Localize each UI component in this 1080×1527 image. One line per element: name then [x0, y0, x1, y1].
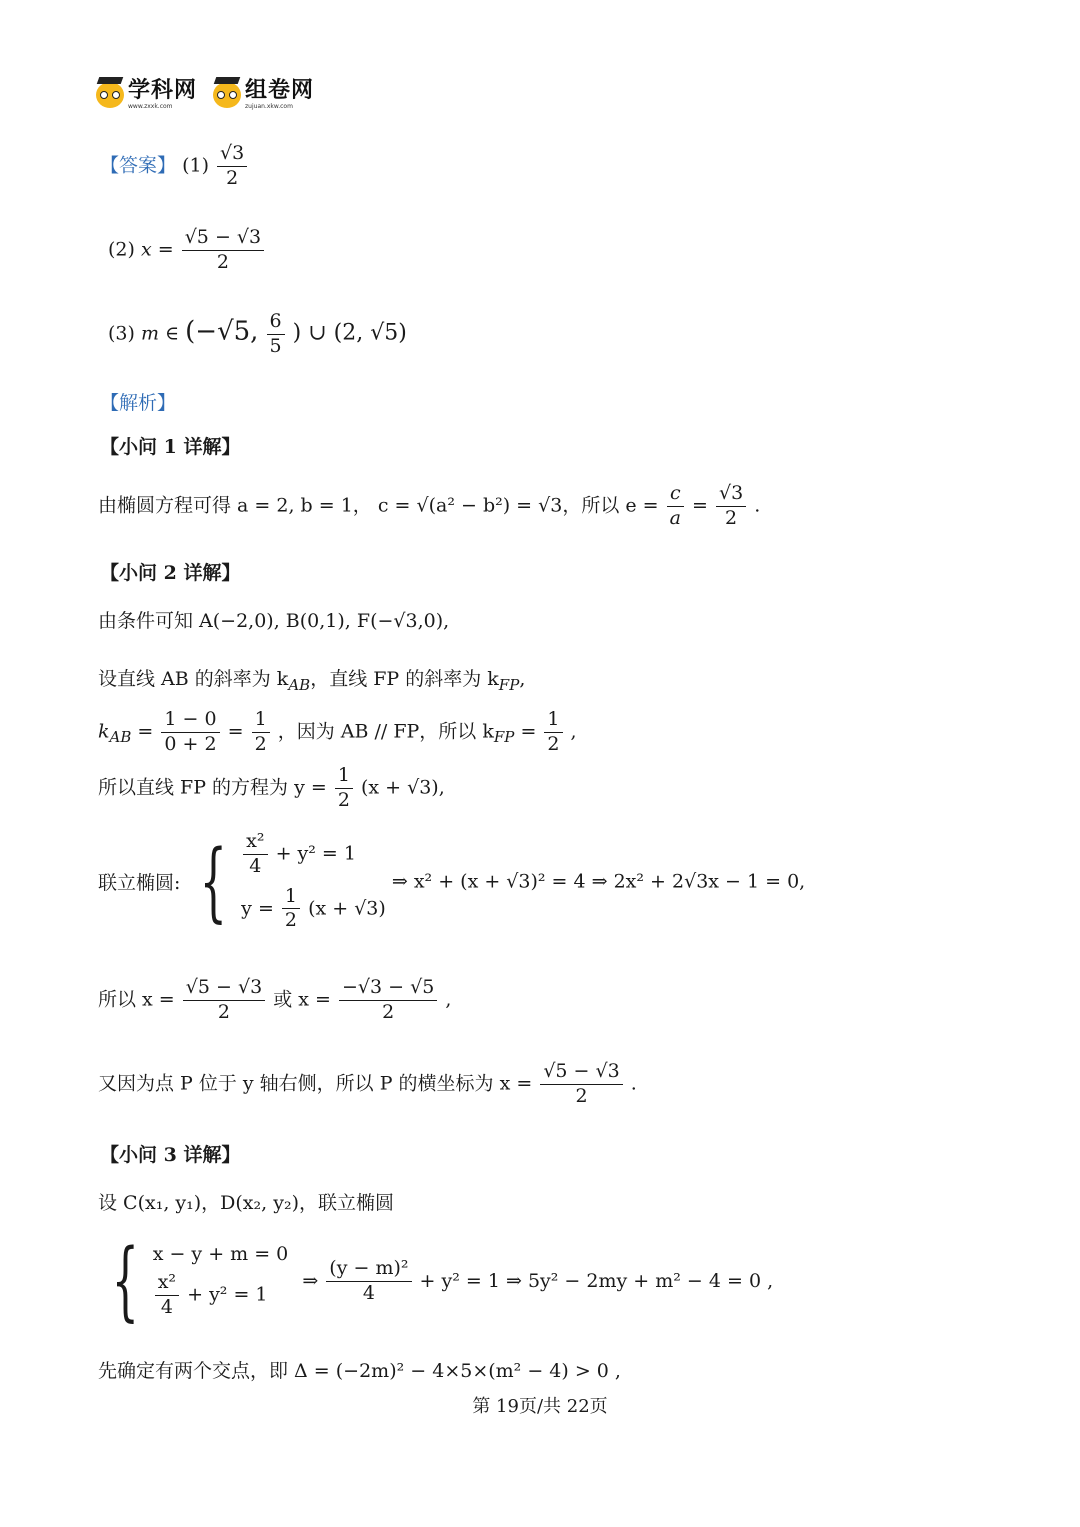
q2-line7: [98, 1060, 637, 1109]
equation-system: [98, 1231, 289, 1331]
logo-zujuan: [213, 80, 314, 110]
text: ,: [445, 988, 452, 1011]
numerator: √5 − √3: [540, 1060, 622, 1085]
system-row: [241, 830, 386, 879]
q3-line1: 设 C(x₁, y₁)，D(x₂, y₂)，联立椭圆: [98, 1192, 394, 1214]
denominator: 5: [269, 334, 282, 357]
denominator: 2: [382, 1000, 395, 1023]
fraction: [161, 708, 219, 757]
text: ,: [519, 668, 526, 690]
text: 所以直线 FP 的方程为 y =: [98, 776, 327, 799]
text: + y² = 1: [187, 1283, 268, 1305]
header-logos: [96, 80, 314, 110]
numerator: √5 − √3: [182, 226, 264, 251]
fraction: [339, 976, 437, 1025]
fraction: [326, 1257, 411, 1306]
equation-system: [186, 830, 385, 933]
text: ⇒ x² + (x + √3)² = 4 ⇒ 2x² + 2√3x − 1 = 0,: [391, 870, 806, 893]
q3-heading: 【小问 3 详解】: [100, 1144, 241, 1166]
fraction: [155, 1271, 179, 1320]
equals: =: [692, 494, 708, 517]
numerator: √3: [217, 142, 247, 167]
fraction: [282, 885, 300, 934]
text: 由椭圆方程可得 a = 2, b = 1，: [98, 494, 372, 517]
numerator: x²: [155, 1271, 179, 1296]
denominator: 2: [547, 732, 560, 755]
fraction: [243, 830, 267, 879]
lhs: m ∈: [140, 322, 180, 345]
numerator: 1: [335, 764, 353, 789]
denominator: 2: [217, 1000, 230, 1023]
answer-part3: [108, 310, 407, 359]
q2-line2: [98, 664, 525, 694]
q2-heading: 【小问 2 详解】: [100, 562, 241, 584]
q3-system-line: [98, 1231, 774, 1331]
denominator: 4: [249, 854, 262, 877]
text: + y² = 1 ⇒ 5y² − 2my + m² − 4 = 0 ,: [419, 1270, 774, 1292]
q1-line: [98, 482, 760, 531]
logo-zxxk: [96, 80, 197, 110]
logo-url: zujuan.xkw.com: [245, 103, 293, 110]
denominator: 2: [284, 909, 298, 932]
equals: =: [227, 720, 244, 743]
denominator: 2: [254, 732, 267, 755]
text: ，直线 FP 的斜率为 k: [310, 668, 499, 690]
text: ,: [570, 720, 577, 743]
fraction: [252, 708, 270, 757]
equals: =: [520, 720, 537, 743]
text: c = √(a² − b²) = √3，所以 e =: [377, 494, 659, 517]
logo-name: 组卷网: [245, 78, 315, 103]
q1-heading: 【小问 1 详解】: [100, 436, 241, 458]
q2-line1: 由条件可知 A(−2,0), B(0,1), F(−√3,0),: [98, 610, 450, 632]
text: y =: [241, 896, 274, 919]
denominator: a: [669, 506, 681, 529]
q2-line6: [98, 976, 451, 1025]
numerator: x²: [243, 830, 267, 855]
fraction: [182, 226, 264, 275]
numerator: 1: [282, 885, 300, 910]
text: 设直线 AB 的斜率为 k: [98, 668, 289, 690]
denominator: 4: [362, 1281, 375, 1304]
subscript: AB: [109, 728, 132, 747]
text: (x + √3),: [360, 776, 445, 799]
text: (x + √3): [308, 896, 386, 919]
numerator: −√3 − √5: [339, 976, 437, 1001]
owl-icon: [213, 82, 241, 108]
system-row: [241, 885, 386, 934]
numerator: 6: [267, 310, 285, 335]
text: k: [98, 720, 110, 743]
fraction: [667, 482, 684, 531]
interval-left: (−√5,: [185, 316, 259, 347]
numerator: 1: [544, 708, 562, 733]
denominator: 2: [226, 166, 239, 189]
fraction: [267, 310, 285, 359]
fraction: [540, 1060, 622, 1109]
text: ⇒: [302, 1270, 319, 1292]
subscript: FP: [493, 728, 515, 747]
brace-icon: {: [111, 1231, 140, 1331]
analysis-label: 【解析】: [100, 392, 177, 414]
numerator: (y − m)²: [326, 1257, 411, 1282]
text: .: [630, 1072, 637, 1095]
system-row: [153, 1271, 289, 1320]
text: 所以 x =: [98, 988, 175, 1011]
denominator: 2: [575, 1084, 588, 1107]
q2-system-line: [98, 830, 805, 933]
numerator: √5 − √3: [183, 976, 265, 1001]
q2-line3: [98, 708, 577, 757]
answer-part1: [100, 142, 249, 191]
text: 联立椭圆:: [98, 872, 181, 894]
fraction: [183, 976, 265, 1025]
interval-right: ) ∪ (2, √5): [292, 320, 407, 346]
q3-line-last: 先确定有两个交点，即 Δ = (−2m)² − 4×5×(m² − 4) > 0 ,: [98, 1360, 621, 1382]
numerator: c: [667, 482, 684, 507]
denominator: 2: [337, 788, 350, 811]
denominator: 0 + 2: [164, 732, 217, 755]
part-prefix: (1): [182, 154, 209, 177]
numerator: 1 − 0: [161, 708, 219, 733]
denominator: 2: [725, 506, 738, 529]
owl-icon: [96, 82, 124, 108]
subscript: AB: [288, 675, 311, 694]
part-prefix: (2): [108, 238, 135, 261]
answer-part2: [108, 226, 266, 275]
subscript: FP: [498, 675, 520, 694]
fraction: [335, 764, 353, 813]
logo-url: www.zxxk.com: [128, 103, 173, 110]
answer-label: 【答案】: [100, 154, 177, 177]
system-row: x − y + m = 0: [152, 1242, 289, 1265]
page-footer: 第 19页/共 22页: [472, 1396, 608, 1417]
q2-line4: [98, 764, 445, 813]
fraction: [716, 482, 746, 531]
text: ，因为 AB // FP，所以 k: [277, 720, 494, 743]
denominator: 4: [160, 1295, 173, 1318]
denominator: 2: [216, 250, 229, 273]
text: 又因为点 P 位于 y 轴右侧，所以 P 的横坐标为 x =: [98, 1072, 533, 1095]
text: 或 x =: [273, 988, 331, 1011]
numerator: 1: [252, 708, 270, 733]
equals: =: [137, 720, 154, 743]
fraction: [217, 142, 247, 191]
text: + y² = 1: [275, 842, 356, 865]
part-prefix: (3): [108, 322, 135, 345]
text: .: [754, 494, 761, 517]
fraction: [544, 708, 562, 757]
logo-name: 学科网: [128, 78, 198, 103]
numerator: √3: [716, 482, 746, 507]
lhs: x =: [140, 238, 174, 261]
brace-icon: {: [200, 831, 228, 932]
